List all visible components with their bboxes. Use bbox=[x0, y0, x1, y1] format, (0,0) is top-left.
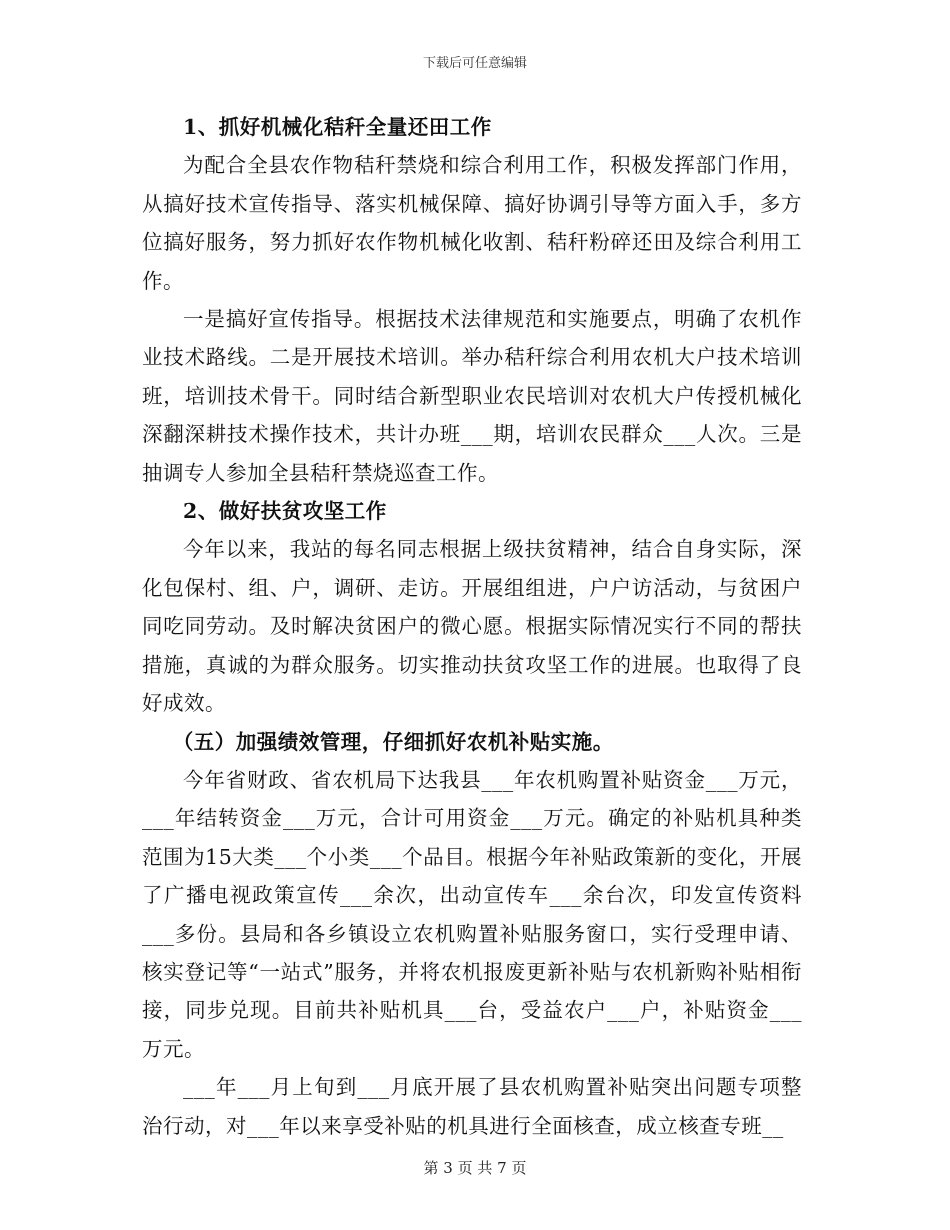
body-paragraph: ___年___月上旬到___月底开展了县农机购置补贴突出问题专项整治行动，对___年以来享受补贴的机具进行全面核查，成立核查专班__ bbox=[142, 1075, 802, 1138]
section-heading: 1、抓好机械化秸秆全量还田工作 bbox=[183, 115, 492, 139]
document-body bbox=[142, 108, 802, 1145]
page-footer: 第 3 页 共 7 页 bbox=[423, 1159, 527, 1177]
section-heading: 2、做好扶贫攻坚工作 bbox=[183, 499, 387, 524]
body-paragraph: 为配合全县农作物秸秆禁烧和综合利用工作，积极发挥部门作用，从搞好技术宣传指导、落实机械保障、搞好协调引导等方面入手，多方位搞好服务，努力抓好农作物机械化收割、秸秆粉碎还田及综合利用工作。 bbox=[142, 153, 802, 293]
subsection-heading: （五）加强绩效管理，仔细抓好农机补贴实施。 bbox=[172, 729, 614, 754]
page-header: 下载后可任意编辑 bbox=[422, 56, 527, 71]
body-paragraph: 一是搞好宣传指导。根据技术法律规范和实施要点，明确了农机作业技术路线。二是开展技术培训。举办秸秆综合利用农机大户技术培训班，培训技术骨干。同时结合新型职业农民培训对农机大户传授机械化深翻深耕技术操作技术，共计办班___期，培训农民群众___人次。三是抽调专人参加全县秸秆禁烧巡查工作。 bbox=[142, 307, 802, 485]
body-paragraph: 今年省财政、省农机局下达我县___年农机购置补贴资金___万元，___年结转资金___万元，合计可用资金___万元。确定的补贴机具种类范围为15大类___个小类___个品目。根据今年补贴政策新的变化，开展了广播电视政策宣传___余次，出动宣传车___余台次，印发宣传资料___多份。县局和各乡镇设立农机购置补贴服务窗口，实行受理申请、核实登记等“一站式”服务，并将农机报废更新补贴与农机新购补贴相衔接，同步兑现。目前共补贴机具___台，受益农户___户，补贴资金___万元。 bbox=[142, 767, 802, 1061]
body-paragraph: 今年以来，我站的每名同志根据上级扶贫精神，结合自身实际，深化包保村、组、户，调研、走访。开展组组进，户户访活动，与贫困户同吃同劳动。及时解决贫困户的微心愿。根据实际情况实行不同的帮扶措施，真诚的为群众服务。切实推动扶贫攻坚工作的进展。也取得了良好成效。 bbox=[142, 537, 802, 716]
